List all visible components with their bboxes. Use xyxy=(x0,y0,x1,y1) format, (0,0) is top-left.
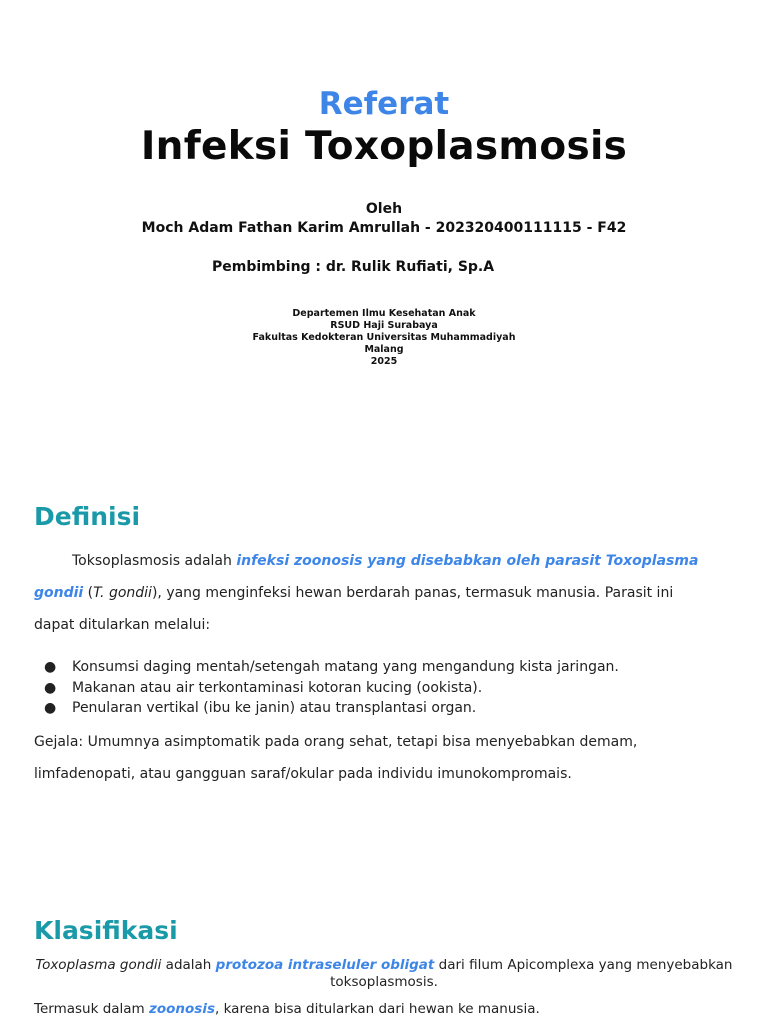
klasifikasi-p2-start: Termasuk dalam xyxy=(34,1001,150,1017)
klasifikasi-paragraph-2 xyxy=(34,1001,734,1017)
list-item xyxy=(44,698,724,719)
klasifikasi-text: adalah xyxy=(161,957,216,973)
highlight-zoonosis: zoonosis xyxy=(149,1001,216,1017)
author-line: Moch Adam Fathan Karim Amrullah - 202320400111115 - F42 xyxy=(141,220,627,236)
supervisor-line: Pembimbing : dr. Rulik Rufiati, Sp.A xyxy=(212,259,495,275)
definisi-line-3: dapat ditularkan melalui: xyxy=(34,617,211,633)
affiliation-hospital: RSUD Haji Surabaya xyxy=(330,320,438,331)
gejala-paragraph xyxy=(34,726,734,790)
affiliation-department: Departemen Ilmu Kesehatan Anak xyxy=(292,308,476,319)
list-item xyxy=(44,657,724,678)
definisi-line-2 xyxy=(34,577,734,609)
definisi-intro-text: Toksoplasmosis adalah xyxy=(72,553,237,569)
highlight-infeksi-zoonosis: infeksi zoonosis yang disebabkan oleh parasit Toxoplasma xyxy=(236,553,699,569)
list-item-text: Konsumsi daging mentah/setengah matang yang mengandung kista jaringan. xyxy=(72,659,619,675)
by-label: Oleh xyxy=(365,201,403,217)
definisi-intro-rest: ), yang menginfeksi hewan berdarah panas, termasuk manusia. Parasit ini xyxy=(151,585,674,601)
klasifikasi-line-1 xyxy=(34,957,734,974)
bullet-icon: ● xyxy=(44,679,57,696)
definisi-line-1 xyxy=(34,545,734,577)
paren-open: ( xyxy=(83,585,94,601)
document-subtitle: Referat xyxy=(318,86,450,122)
klasifikasi-p2-rest: , karena bisa ditularkan dari hewan ke manusia. xyxy=(215,1001,540,1017)
highlight-protozoa: protozoa intraseluler obligat xyxy=(215,957,435,973)
transmission-list xyxy=(44,657,724,719)
affiliation-year: 2025 xyxy=(370,356,398,367)
bullet-icon: ● xyxy=(44,700,57,716)
affiliation-city: Malang xyxy=(364,344,404,355)
klasifikasi-text-rest: dari filum Apicomplexa yang menyebabkan xyxy=(434,957,733,973)
list-item-text: Makanan atau air terkontaminasi kotoran kucing (ookista). xyxy=(72,679,483,696)
highlight-gondii: gondii xyxy=(34,585,84,601)
section-heading-definisi: Definisi xyxy=(34,502,141,531)
klasifikasi-paragraph-1 xyxy=(34,957,734,991)
klasifikasi-line-2: toksoplasmosis. xyxy=(330,974,438,990)
definisi-paragraph xyxy=(34,545,734,641)
gejala-line-2: limfadenopati, atau gangguan saraf/okular pada individu imunokompromais. xyxy=(34,766,572,782)
list-item-text: Penularan vertikal (ibu ke janin) atau transplantasi organ. xyxy=(72,700,477,716)
toxoplasma-gondii-italic: Toxoplasma gondii xyxy=(35,957,162,973)
affiliation-faculty: Fakultas Kedokteran Universitas Muhammadiyah xyxy=(252,332,516,343)
affiliation-block xyxy=(0,308,768,368)
t-gondii-italic: T. gondii xyxy=(93,585,152,601)
bullet-icon: ● xyxy=(44,659,57,675)
gejala-line-1: Gejala: Umumnya asimptomatik pada orang sehat, tetapi bisa menyebabkan demam, xyxy=(34,734,638,750)
list-item xyxy=(44,678,724,699)
section-heading-klasifikasi: Klasifikasi xyxy=(34,916,178,945)
document-title: Infeksi Toxoplasmosis xyxy=(140,124,628,169)
